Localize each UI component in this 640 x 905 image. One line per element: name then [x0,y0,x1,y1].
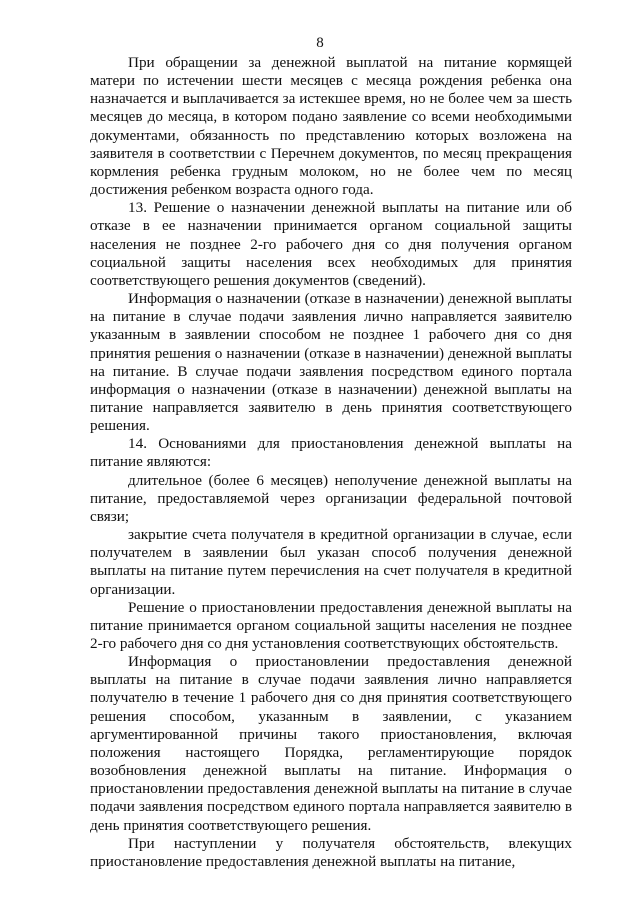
paragraph-circumstances: При наступлении у получателя обстоятельств, влекущих приостановление предоставления денежной выплаты на питание, [90,834,572,870]
paragraph-section-13: 13. Решение о назначении денежной выплаты на питание или об отказе в ее назначении принимается органом социальной защиты населения не позднее 2-го рабочего дня со дня получения органом социальной защиты населения всех необходимых для принятия соответствующего решения документов (сведений). [90,199,572,289]
page-number: 8 [316,35,324,51]
paragraph-late-application: При обращении за денежной выплатой на питание кормящей матери по истечении шести месяцев с месяца рождения ребенка она назначается и выплачивается за истекшее время, но не более чем за шесть месяцев до месяца, в котором подано заявление со всеми необходимыми документами, обязанность по представлению которых возложена на заявителя в соответствии с Перечнем документов, по месяц прекращения кормления ребенка грудным молоком, но не более чем по месяц достижения ребенком возраста одного года. [90,54,572,199]
paragraph-suspension-decision: Решение о приостановлении предоставления денежной выплаты на питание принимается органом социальной защиты населения не позднее 2-го рабочего дня со дня установления соответствующих обстоятельств. [90,598,572,652]
paragraph-suspension-notification: Информация о приостановлении предоставления денежной выплаты на питание в случае подачи заявления лично направляется получателю в течение 1 рабочего дня со дня принятия соответствующего решения способом, указанным в заявлении, с указанием аргументированной причины такого приостановления, включая положения настоящего Порядка, регламентирующие порядок возобновления денежной выплаты на питание. Информация о приостановлении предоставления денежной выплаты на питание в случае подачи заявления посредством единого портала направляется заявителю в день принятия соответствующего решения. [90,653,572,834]
paragraph-decision-notification: Информация о назначении (отказе в назначении) денежной выплаты на питание в случае подачи заявления лично направляется заявителю указанным в заявлении способом не позднее 1 рабочего дня со дня принятия решения о назначении (отказе в назначении) денежной выплаты на питание. В случае подачи заявления посредством единого портала информация о назначении (отказе в назначении) денежной выплаты на питание направляется заявителю в день принятия соответствующего решения. [90,290,572,435]
paragraph-ground-nonreceipt: длительное (более 6 месяцев) неполучение денежной выплаты на питание, предоставляемой через организации федеральной почтовой связи; [90,471,572,525]
document-body [90,54,572,871]
paragraph-section-14: 14. Основаниями для приостановления денежной выплаты на питание являются: [90,435,572,471]
paragraph-ground-account-closure: закрытие счета получателя в кредитной организации в случае, если получателем в заявлении был указан способ получения денежной выплаты на питание путем перечисления на счет получателя в кредитной организации. [90,526,572,598]
